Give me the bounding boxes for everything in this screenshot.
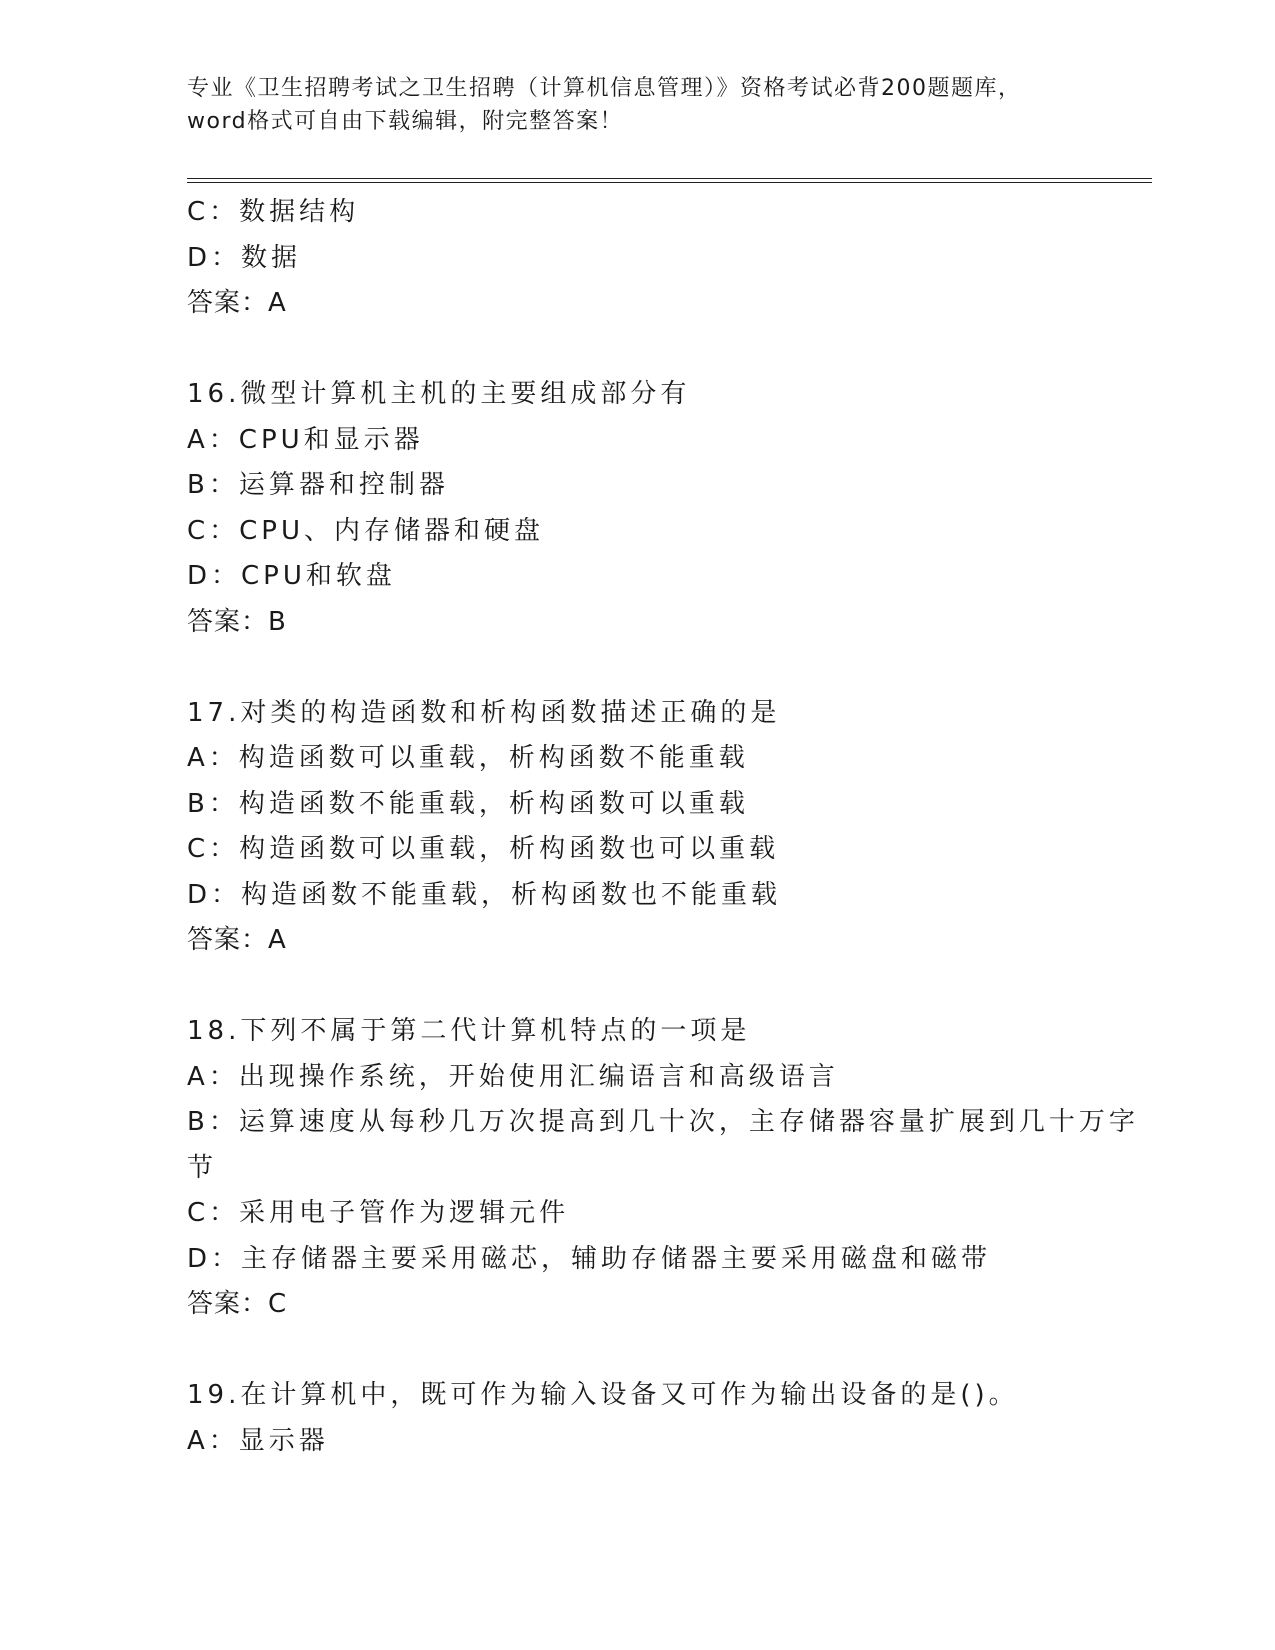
block-spacer: [187, 964, 1147, 1010]
option-c: C：采用电子管作为逻辑元件: [187, 1198, 570, 1228]
option-a: A：CPU和显示器: [187, 424, 424, 455]
option-a: A：显示器: [187, 1425, 329, 1456]
question-list: [187, 190, 1147, 1464]
block-spacer: [187, 327, 1147, 373]
answer-line: 答案：A: [187, 288, 287, 318]
option-d: D：主存储器主要采用磁芯，辅助存储器主要采用磁盘和磁带: [187, 1243, 992, 1274]
option-d: D：构造函数不能重载，析构函数也不能重载: [187, 879, 782, 910]
answer-line: 答案：C: [187, 1289, 288, 1319]
block-spacer: [187, 645, 1147, 691]
option-a: A：构造函数可以重载，析构函数不能重载: [187, 743, 749, 773]
question-17-text: 17.对类的构造函数和析构函数描述正确的是: [187, 697, 781, 728]
option-c: C：构造函数可以重载，析构函数也可以重载: [187, 834, 780, 864]
answer-line: 答案：B: [187, 606, 287, 637]
option-b: B：运算器和控制器: [187, 470, 449, 500]
header-title-line-2: word格式可自由下载编辑，附完整答案！: [187, 109, 624, 134]
block-spacer: [187, 1328, 1147, 1374]
option-d: D：CPU和软盘: [187, 561, 396, 591]
answer-line: 答案：A: [187, 925, 287, 955]
question-19-text: 19.在计算机中，既可作为输入设备又可作为输出设备的是()。: [187, 1380, 1019, 1410]
option-b: B：构造函数不能重载，析构函数可以重载: [187, 788, 749, 819]
document-header: [187, 72, 1147, 138]
question-16-text: 16.微型计算机主机的主要组成部分有: [187, 379, 691, 409]
option-d: D：数据: [187, 242, 302, 273]
header-double-rule: [187, 178, 1152, 183]
question-18-text: 18.下列不属于第二代计算机特点的一项是: [187, 1016, 751, 1046]
option-c: C：数据结构: [187, 197, 360, 227]
option-b: B：运算速度从每秒几万次提高到几十次，主存储器容量扩展到几十万字节: [187, 1107, 1139, 1183]
header-title-line-1: 专业《卫生招聘考试之卫生招聘（计算机信息管理）》资格考试必背200题题库，: [187, 76, 1022, 101]
option-a: A：出现操作系统，开始使用汇编语言和高级语言: [187, 1061, 839, 1092]
option-c: C：CPU、内存储器和硬盘: [187, 515, 545, 546]
